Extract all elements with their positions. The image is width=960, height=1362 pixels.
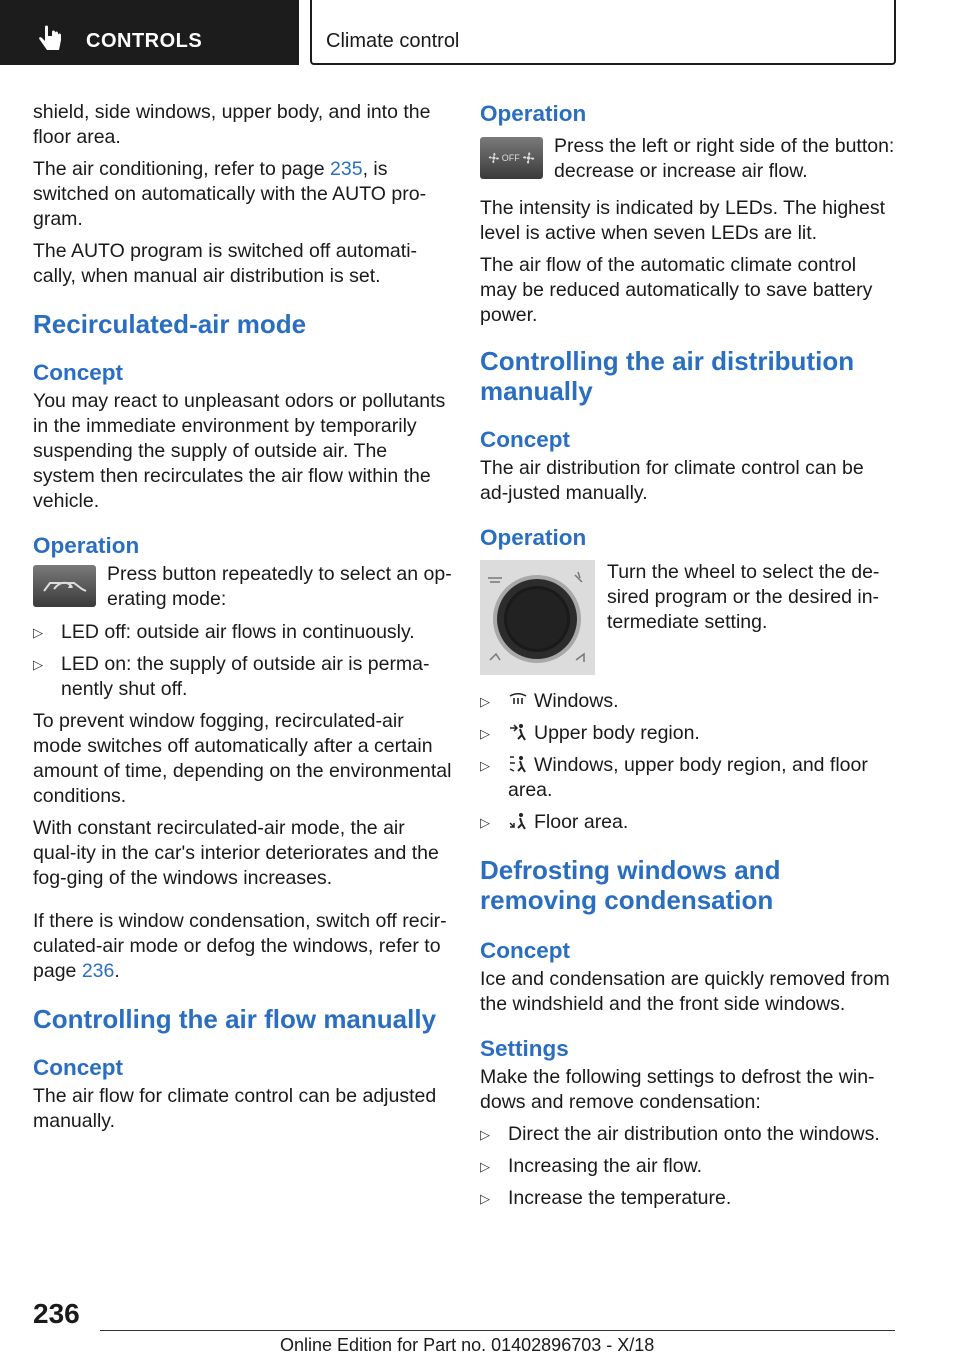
heading-operation: Operation: [480, 525, 587, 550]
recirculation-car-icon: [40, 573, 90, 599]
dist-operation-text: Turn the wheel to select the de‐sired program or the desired in‐termediate setting.: [607, 561, 880, 633]
page-link-236[interactable]: 236: [81, 960, 115, 982]
defrost-steps-list: [480, 1122, 895, 1211]
page-number: 236: [33, 1298, 80, 1329]
recirc-air-quality-text: With constant recirculated-air mode, the air qual‐ity in the car's interior deteriorates and the fog‐ging of the windows increases.: [33, 817, 439, 889]
heading-concept: Concept: [33, 1055, 123, 1080]
windshield-defrost-icon: [508, 690, 528, 710]
dist-concept-text: The air distribution for climate control can be ad‐justed manually.: [480, 457, 864, 504]
bullet-triangle-icon: ▷: [480, 1159, 490, 1174]
bullet-triangle-icon: ▷: [480, 726, 490, 741]
section-label: CONTROLS: [86, 30, 203, 52]
dist-operation: [480, 560, 895, 675]
hand-pointer-icon: [36, 24, 66, 54]
fan-small-icon: [486, 148, 502, 168]
recirc-operation-text: Press button repeatedly to select an op‐erating mode:: [107, 563, 452, 610]
edition-text: Online Edition for Part no. 01402896703 - X/18: [280, 1335, 655, 1355]
heading-concept: Concept: [480, 938, 570, 963]
list-item: ▷ Direct the air distribution onto the windows.: [480, 1123, 880, 1145]
right-column: [480, 100, 895, 1218]
footer-divider: [100, 1330, 895, 1331]
heading-concept: Concept: [33, 360, 123, 385]
list-item: ▷ Increase the temperature.: [480, 1187, 732, 1209]
bullet-triangle-icon: ▷: [480, 758, 490, 773]
off-label: OFF: [501, 153, 520, 163]
airflow-operation-text: Press the left or right side of the button: decrease or increase air flow.: [554, 135, 895, 182]
defrost-concept-text: Ice and condensation are quickly removed from the windshield and the front side windows.: [480, 968, 890, 1015]
list-item: ▷ Floor area.: [480, 811, 629, 833]
recirculation-button-image: [33, 565, 96, 607]
heading-operation: Operation: [33, 533, 140, 558]
bullet-triangle-icon: ▷: [480, 1127, 490, 1142]
list-item: ▷ Windows, upper body region, and floor area.: [480, 754, 868, 801]
airflow-operation: [480, 134, 895, 184]
recirc-condensation-text: If there is window condensation, switch off recir‐culated-air mode or defog the windows, refer to page 236.: [33, 910, 447, 982]
intro-text: shield, side windows, upper body, and into the floor area.: [33, 101, 431, 148]
chapter-title: Climate control: [326, 30, 460, 52]
led-intensity-text: The intensity is indicated by LEDs. The highest level is active when seven LEDs are lit.: [480, 197, 886, 244]
recirc-fogging-text: To prevent window fogging, recirculated-air mode switches off automatically after a certain amount of time, depending on the environmental conditions.: [33, 710, 452, 807]
list-item: ▷ LED off: outside air flows in continuously.: [33, 621, 415, 643]
upper-body-airflow-icon: [508, 722, 528, 742]
recirc-concept-text: You may react to unpleasant odors or pollutants in the immediate environment by temporarily suspending the supply of outside air. The system then recirculates the air flow within the vehicle.: [33, 390, 446, 512]
dial-knob-icon: [480, 560, 595, 675]
distribution-list: [480, 689, 895, 835]
fan-button-image: [480, 137, 543, 179]
windows-body-floor-airflow-icon: [508, 754, 528, 774]
intro-text-ac: The air conditioning, refer to page 235, is switched on automatically with the AUTO pro‐gram.: [33, 158, 427, 230]
recirc-operation: [33, 562, 453, 612]
bullet-triangle-icon: ▷: [33, 657, 43, 672]
chapter-header: [310, 0, 896, 65]
heading-air-distribution-manually: Controlling the air distribution manually: [480, 346, 855, 406]
bullet-triangle-icon: ▷: [480, 815, 490, 830]
airflow-concept-text: The air flow for climate control can be adjusted manually.: [33, 1085, 437, 1132]
list-item: ▷ Windows.: [480, 690, 619, 712]
distribution-wheel-image: [480, 560, 595, 675]
heading-settings: Settings: [480, 1036, 569, 1061]
battery-save-text: The air flow of the automatic climate control may be reduced automatically to save battery power.: [480, 254, 873, 326]
intro-text-auto: The AUTO program is switched off automati‐cally, when manual air distribution is set.: [33, 240, 418, 287]
bullet-triangle-icon: ▷: [480, 1191, 490, 1206]
heading-air-flow-manually: Controlling the air flow manually: [33, 1004, 437, 1034]
defrost-settings-text: Make the following settings to defrost the win‐dows and remove condensation:: [480, 1066, 875, 1113]
floor-airflow-icon: [508, 811, 528, 831]
left-column: [33, 100, 453, 1141]
heading-recirculated-air: Recirculated-air mode: [33, 309, 307, 339]
page-link-235[interactable]: 235: [330, 158, 363, 180]
list-item: ▷ Increasing the air flow.: [480, 1155, 703, 1177]
fan-large-icon: [520, 147, 537, 169]
heading-concept: Concept: [480, 427, 570, 452]
bullet-triangle-icon: ▷: [480, 694, 490, 709]
recirc-mode-list: [33, 620, 453, 702]
section-tab: [0, 0, 299, 65]
list-item: ▷ Upper body region.: [480, 722, 700, 744]
bullet-triangle-icon: ▷: [33, 625, 43, 640]
heading-defrosting-windows: Defrosting windows and removing condensation: [480, 855, 781, 915]
list-item: ▷ LED on: the supply of outside air is perma‐nently shut off.: [33, 653, 430, 700]
heading-operation: Operation: [480, 101, 587, 126]
